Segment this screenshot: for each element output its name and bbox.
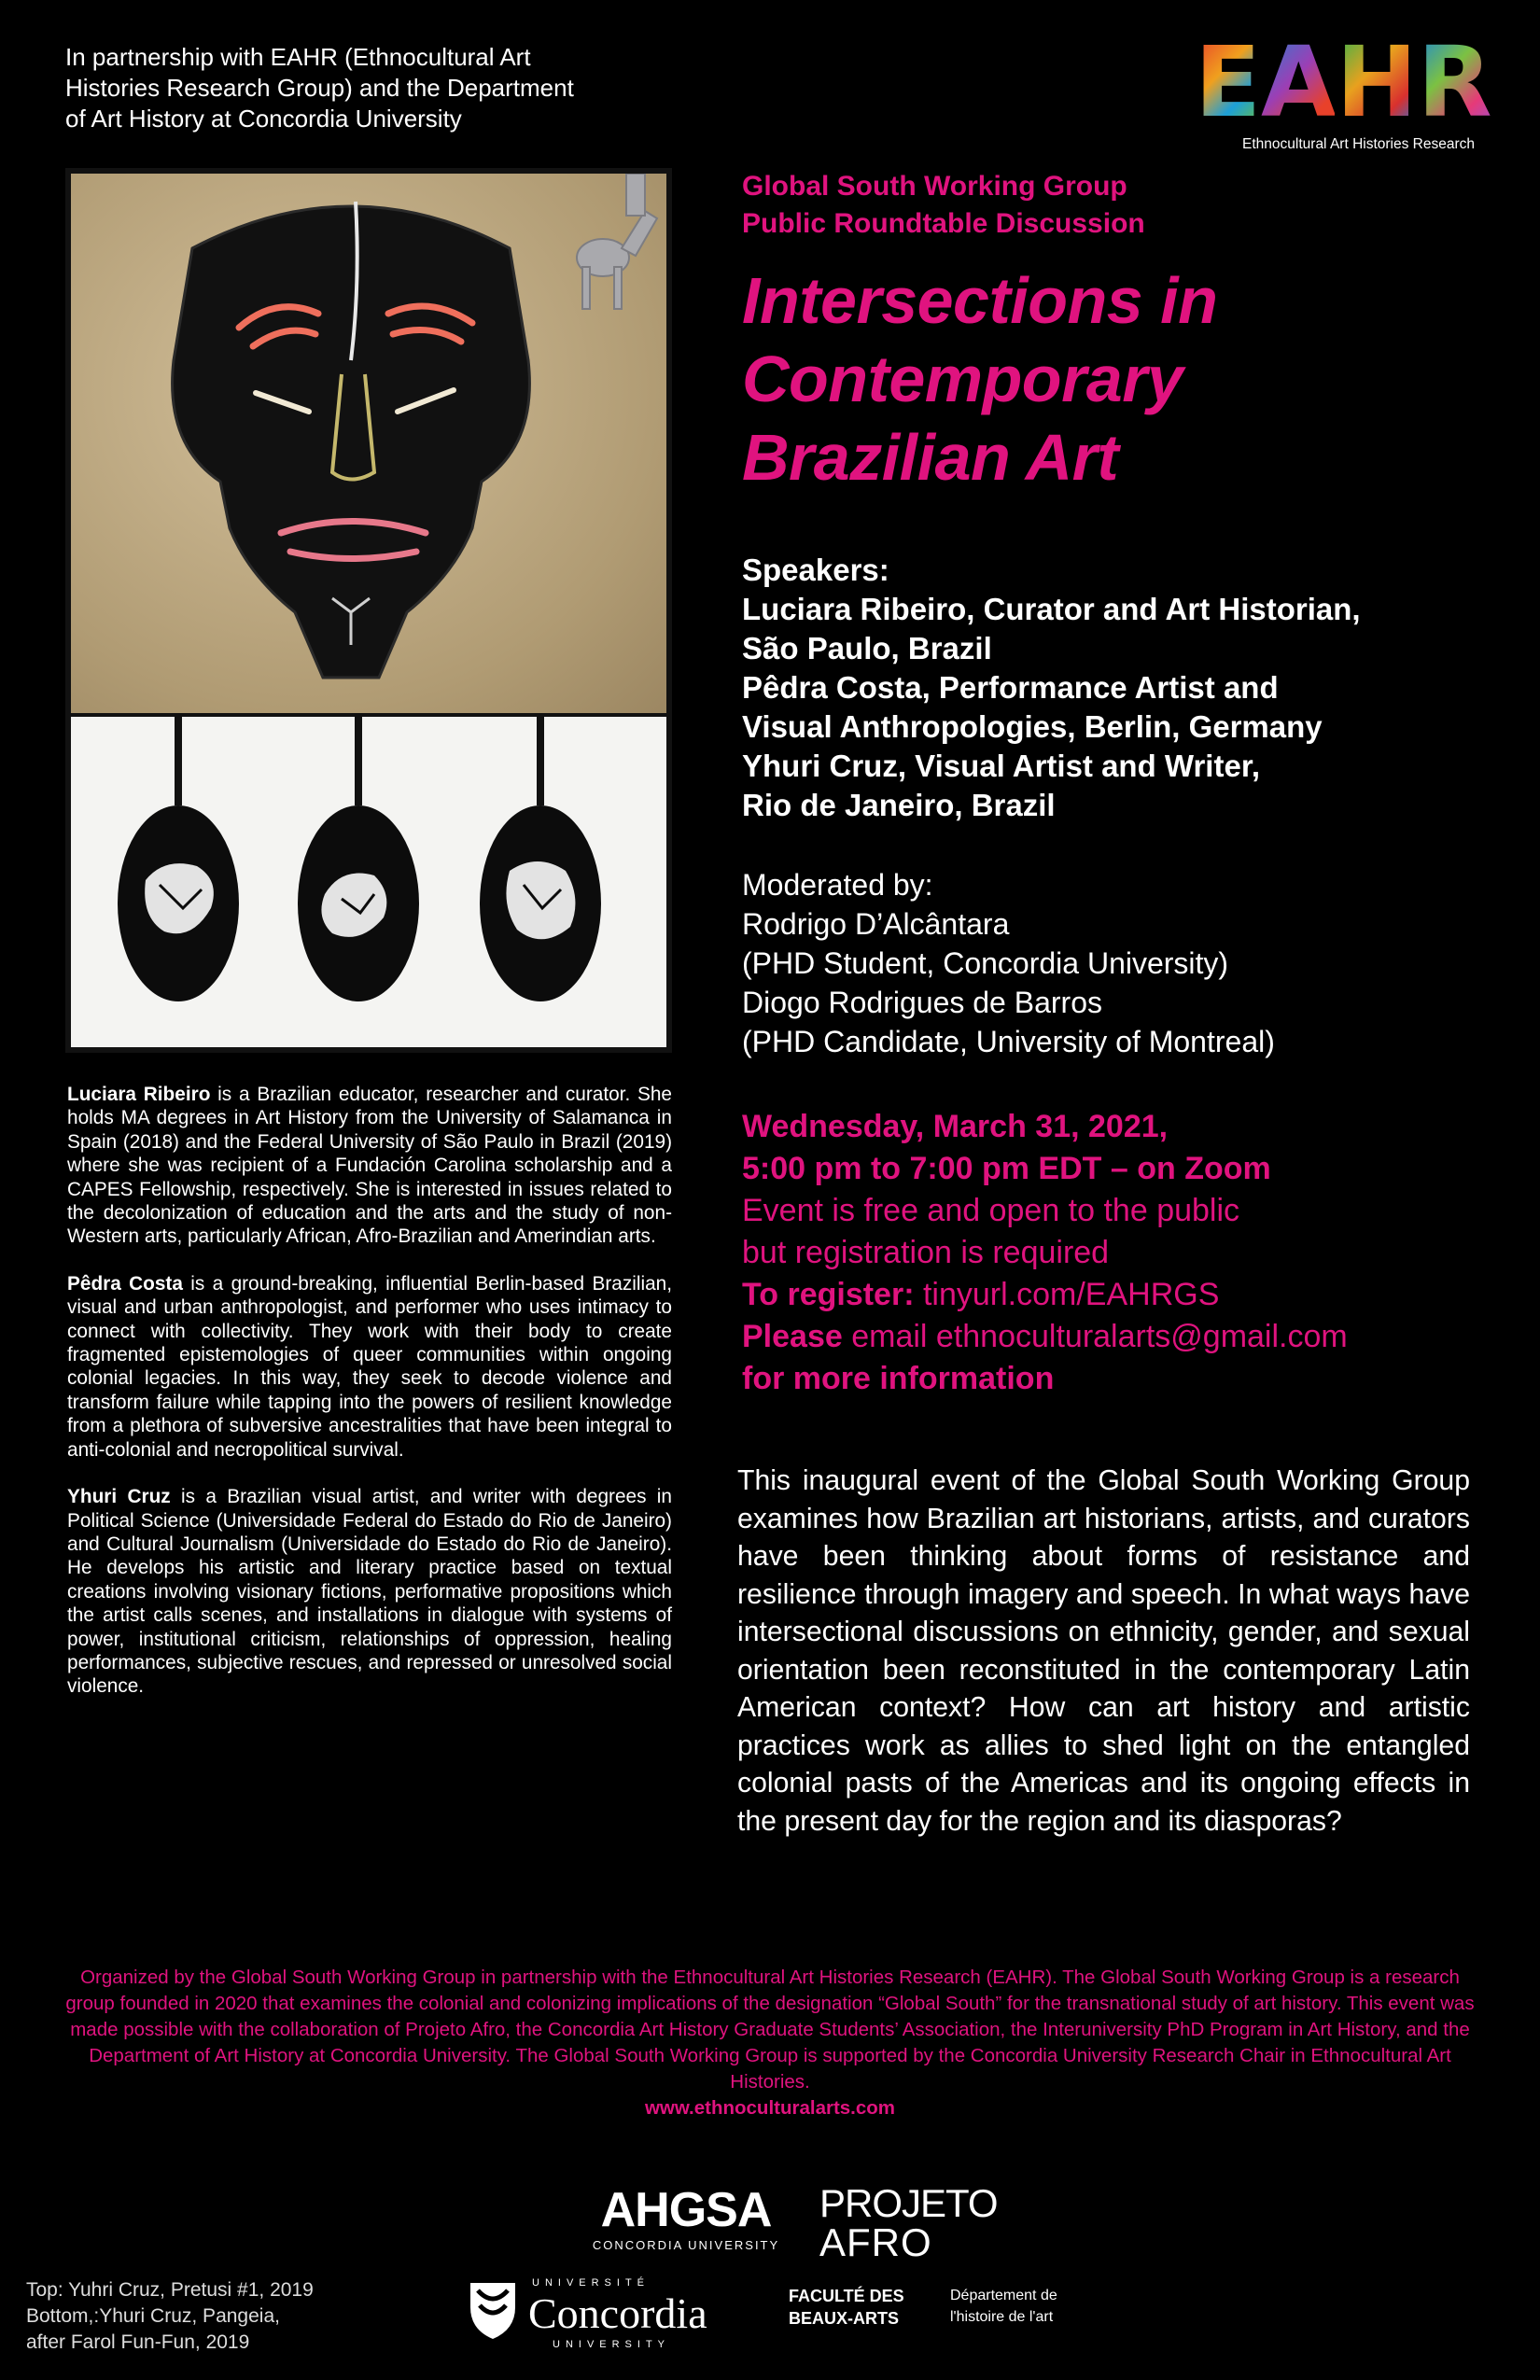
speaker-line: Pêdra Costa, Performance Artist and bbox=[742, 670, 1279, 705]
speaker-line: São Paulo, Brazil bbox=[742, 631, 992, 665]
logo-letter-e: E bbox=[1195, 25, 1260, 139]
concordia-bottom-text: UNIVERSITY bbox=[553, 2339, 671, 2350]
bio-name: Luciara Ribeiro bbox=[67, 1084, 211, 1105]
logo-letter-a: A bbox=[1261, 25, 1335, 139]
moderator-line: (PHD Student, Concordia University) bbox=[742, 946, 1229, 980]
dept-line: Département de bbox=[950, 2288, 1057, 2303]
organized-text: Organized by the Global South Working Group in partnership with the Ethnocultural Art Histories Research (EAHR). The Global South Working Group is a research group founded in 2020 that examines the colonial and colonizing implications of the designation “Global South” for the transnational study of art history. This event was made possible with the collaboration of Projeto Afro, the Concordia Art History Graduate Students’ Association, the Interuniversity PhD Program in Art History, and the Department of Art History at Concordia University. The Global South Working Group is supported by the Concordia University Research Chair in Ethnocultural Art Histories. bbox=[65, 1967, 1475, 2093]
logo-letter-h: H bbox=[1336, 25, 1416, 139]
projeto-line: PROJETO bbox=[819, 2181, 998, 2225]
speakers-heading: Speakers: bbox=[742, 553, 889, 587]
bio-luciara bbox=[67, 1083, 672, 1249]
register-line bbox=[742, 1274, 1507, 1316]
caption-line: after Farol Fun-Fun, 2019 bbox=[26, 2331, 250, 2353]
logo-subtitle: Ethnocultural Art Histories Research bbox=[1242, 136, 1475, 152]
register-link[interactable]: tinyurl.com/EAHRGS bbox=[922, 1277, 1220, 1312]
caption-line: Bottom,:Yhuri Cruz, Pangeia, bbox=[26, 2305, 280, 2327]
logo-letter-r: R bbox=[1417, 25, 1491, 139]
please-label: Please bbox=[742, 1319, 843, 1354]
eahr-logo bbox=[1195, 25, 1493, 159]
event-title bbox=[742, 261, 1507, 497]
partnership-line: Histories Research Group) and the Department bbox=[65, 74, 574, 102]
partnership-line: In partnership with EAHR (Ethnocultural Art bbox=[65, 43, 531, 71]
speaker-line: Visual Anthropologies, Berlin, Germany bbox=[742, 709, 1323, 744]
speaker-bios bbox=[67, 1083, 672, 1722]
image-caption bbox=[26, 2277, 455, 2356]
event-title-line: Contemporary bbox=[742, 343, 1183, 415]
event-title-line: Brazilian Art bbox=[742, 421, 1119, 494]
event-free-line: but registration is required bbox=[742, 1235, 1110, 1270]
event-description: This inaugural event of the Global South Working Group examines how Brazilian art historians, artists, and curators have been thinking about forms of resistance and resilience through imagery and speech. In what ways have intersectional discussions on ethnicity, gender, and sexual orientation been reconstituted in the contemporary Latin American context? How can art history and artistic practices work as allies to shed light on the entangled colonial pasts of the Americas and its ongoing effects in the present day for the region and its diasporas? bbox=[737, 1465, 1470, 1837]
concordia-logo bbox=[467, 2275, 765, 2359]
projeto-afro-logo bbox=[819, 2181, 1006, 2264]
bio-name: Pêdra Costa bbox=[67, 1272, 183, 1295]
artwork-mask-image bbox=[71, 174, 666, 713]
event-title-line: Intersections in bbox=[742, 264, 1218, 337]
group-title-line: Global South Working Group bbox=[742, 171, 1127, 202]
partnership-line: of Art History at Concordia University bbox=[65, 105, 462, 133]
event-date: Wednesday, March 31, 2021, bbox=[742, 1109, 1169, 1144]
moderator-line: Rodrigo D’Alcântara bbox=[742, 907, 1010, 941]
email-link[interactable]: email ethnoculturalarts@gmail.com bbox=[851, 1319, 1348, 1354]
caption-line: Top: Yuhri Cruz, Pretusi #1, 2019 bbox=[26, 2279, 314, 2301]
speaker-line: Luciara Ribeiro, Curator and Art Historian, bbox=[742, 592, 1361, 626]
email-line bbox=[742, 1316, 1507, 1358]
moderators-list bbox=[742, 865, 1507, 1061]
ahgsa-subtitle: CONCORDIA UNIVERSITY bbox=[592, 2238, 780, 2252]
bio-text: is a ground-breaking, influential Berlin-based Brazilian, visual and urban anthropologist, and performer who uses intimacy to connect with collectivity. They work with their body to create fragmented epistemologies of queer communities within ongoing colonial legacies. In this way, they seek to decode violence and transform failure while tapping into the powers of resilient knowledge from a plethora of subversive ancestralities that have been integral to anti-colonial and necropolitical survival. bbox=[67, 1272, 673, 1461]
ahgsa-name: AHGSA bbox=[600, 2183, 772, 2237]
moderator-line: (PHD Candidate, University of Montreal) bbox=[742, 1025, 1275, 1058]
pangeia-illustration bbox=[71, 717, 666, 1047]
department-logo bbox=[950, 2285, 1118, 2328]
speakers-list bbox=[742, 551, 1507, 825]
bio-name: Yhuri Cruz bbox=[67, 1486, 171, 1508]
dept-line: l'histoire de l'art bbox=[950, 2309, 1054, 2325]
concordia-name: Concordia bbox=[528, 2289, 707, 2337]
bio-text: is a Brazilian visual artist, and writer with degrees in Political Science (Universidade Federal do Estado do Rio de Janeiro) and Cultural Journalism (Universidade do Estado do Rio de Janeiro). He develops his artistic and literary practice based on textual creations involving visionary fictions, performative propositions which the artist calls scenes, and installations in dialogue with systems of power, institutional criticism, relationships of oppression, healing performances, subjective rescues, and repressed or unresolved social violence. bbox=[67, 1486, 672, 1698]
moderators-heading: Moderated by: bbox=[742, 868, 933, 902]
moderator-line: Diogo Rodrigues de Barros bbox=[742, 986, 1102, 1019]
concordia-crest-icon bbox=[467, 2279, 519, 2341]
beaux-line: BEAUX-ARTS bbox=[789, 2309, 900, 2328]
artwork-frame bbox=[65, 168, 672, 1053]
bio-text: is a Brazilian educator, researcher and curator. She holds MA degrees in Art History from the University of Salamanca in Spain (2018) and the Federal University of São Paulo in Brazil (2019) where she was recipient of a Fundación Carolina scholarship and a CAPES Fellowship, respectively. She is interested in issues related to the decolonization of education and the arts and the study of non-Western arts, particularly African, Afro-Brazilian and Amerindian arts. bbox=[67, 1084, 672, 1248]
beaux-line: FACULTÉ DES bbox=[789, 2287, 904, 2305]
concordia-top-text: UNIVERSITÉ bbox=[532, 2277, 651, 2289]
bio-yhuri bbox=[67, 1485, 672, 1699]
speaker-line: Yhuri Cruz, Visual Artist and Writer, bbox=[742, 749, 1261, 783]
eahr-logo-letters bbox=[1195, 25, 1493, 139]
event-free-line: Event is free and open to the public bbox=[742, 1193, 1240, 1228]
organized-by bbox=[65, 1965, 1475, 2121]
mask-illustration bbox=[71, 174, 666, 713]
group-title-line: Public Roundtable Discussion bbox=[742, 208, 1145, 239]
afro-line: AFRO bbox=[819, 2220, 932, 2264]
event-info bbox=[742, 1106, 1507, 1400]
website-link[interactable]: www.ethnoculturalarts.com bbox=[644, 2097, 896, 2119]
ahgsa-logo bbox=[588, 2184, 784, 2252]
beaux-arts-logo bbox=[789, 2285, 938, 2330]
event-time: 5:00 pm to 7:00 pm EDT – on Zoom bbox=[742, 1151, 1271, 1186]
bio-pedra bbox=[67, 1272, 672, 1462]
artwork-pangeia-image bbox=[71, 717, 666, 1047]
group-title bbox=[742, 168, 1451, 243]
speaker-line: Rio de Janeiro, Brazil bbox=[742, 788, 1056, 822]
register-label: To register: bbox=[742, 1277, 915, 1312]
more-info-text: for more information bbox=[742, 1361, 1055, 1396]
partnership-text bbox=[65, 42, 719, 134]
